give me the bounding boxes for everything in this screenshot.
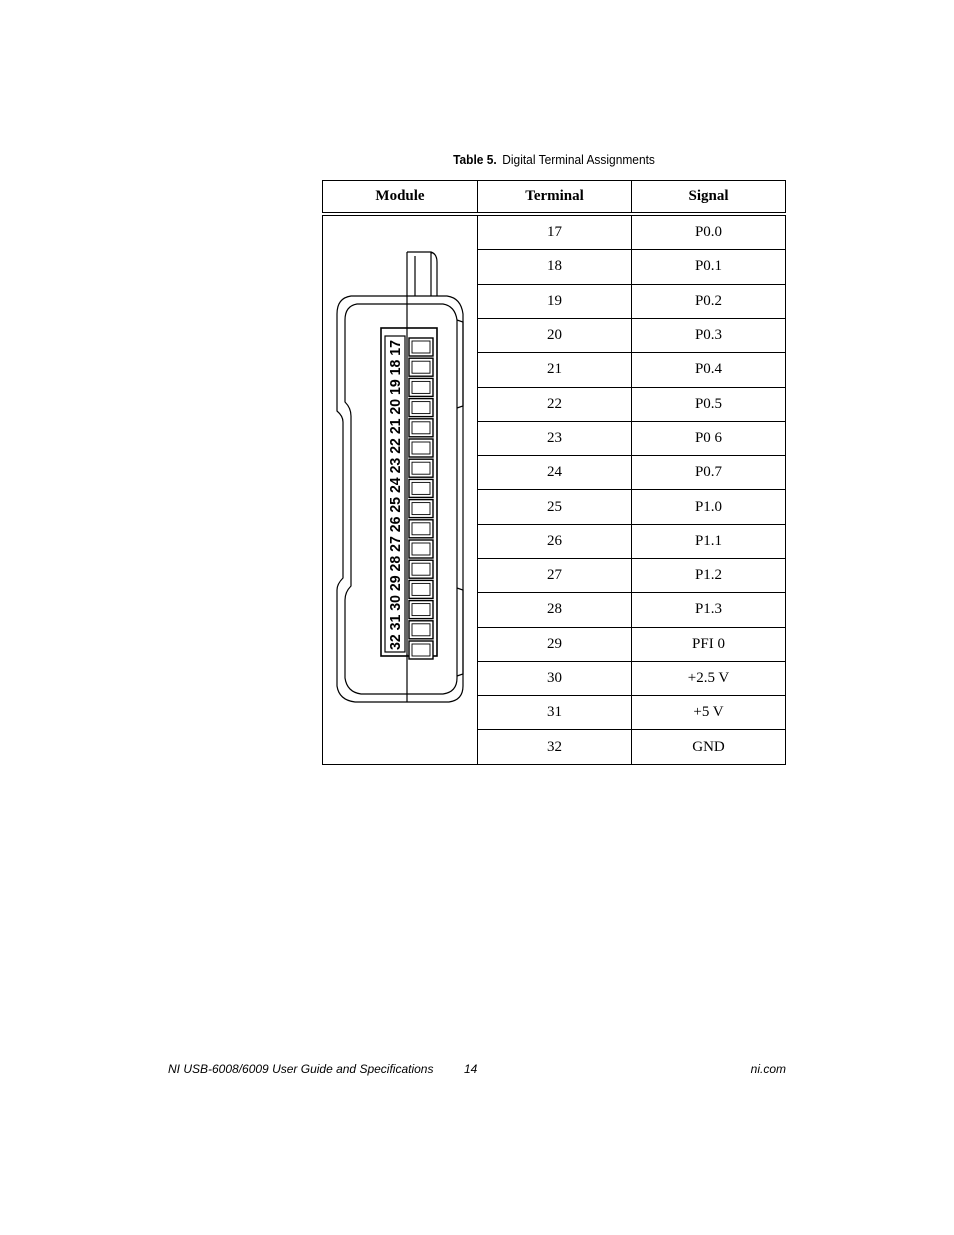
signal-cell: P0.0 <box>632 214 786 250</box>
footer-site: ni.com <box>750 1062 786 1076</box>
terminal-cell: 23 <box>478 421 632 455</box>
header-terminal: Terminal <box>478 181 632 215</box>
terminal-cell: 21 <box>478 353 632 387</box>
terminal-cell: 30 <box>478 661 632 695</box>
table-row <box>323 214 786 250</box>
terminal-cell: 17 <box>478 214 632 250</box>
terminal-cell: 26 <box>478 524 632 558</box>
signal-cell: P0 6 <box>632 421 786 455</box>
signal-cell: P0.5 <box>632 387 786 421</box>
terminal-cell: 28 <box>478 593 632 627</box>
table-caption <box>341 152 768 167</box>
terminal-cell: 25 <box>478 490 632 524</box>
digital-terminal-table <box>322 180 786 765</box>
terminal-cell: 18 <box>478 250 632 284</box>
terminal-cell: 20 <box>478 318 632 352</box>
header-signal: Signal <box>632 181 786 215</box>
table-title: Digital Terminal Assignments <box>502 152 655 167</box>
terminal-cell: 32 <box>478 730 632 765</box>
terminal-cell: 31 <box>478 696 632 730</box>
signal-cell: P0.1 <box>632 250 786 284</box>
footer-title: NI USB-6008/6009 User Guide and Specifications <box>168 1062 434 1076</box>
signal-cell: GND <box>632 730 786 765</box>
footer-page-number: 14 <box>464 1062 478 1076</box>
usb-module-diagram <box>323 216 478 764</box>
signal-cell: P1.1 <box>632 524 786 558</box>
signal-cell: P1.0 <box>632 490 786 524</box>
signal-cell: P0.3 <box>632 318 786 352</box>
signal-cell: P1.3 <box>632 593 786 627</box>
terminal-cell: 22 <box>478 387 632 421</box>
signal-cell: PFI 0 <box>632 627 786 661</box>
signal-cell: P1.2 <box>632 558 786 592</box>
header-module: Module <box>323 181 478 215</box>
table-header-row <box>323 181 786 215</box>
terminal-cell: 27 <box>478 558 632 592</box>
terminal-cell: 19 <box>478 284 632 318</box>
module-terminal-numbers: 32 31 30 29 28 27 26 25 24 23 22 21 20 19 18 17 <box>388 335 404 650</box>
signal-cell: +5 V <box>632 696 786 730</box>
signal-cell: P0.4 <box>632 353 786 387</box>
terminal-cell: 24 <box>478 456 632 490</box>
module-diagram-cell <box>323 214 478 765</box>
signal-cell: P0.2 <box>632 284 786 318</box>
terminal-cell: 29 <box>478 627 632 661</box>
table-number: Table 5. <box>453 152 497 167</box>
signal-cell: +2.5 V <box>632 661 786 695</box>
signal-cell: P0.7 <box>632 456 786 490</box>
